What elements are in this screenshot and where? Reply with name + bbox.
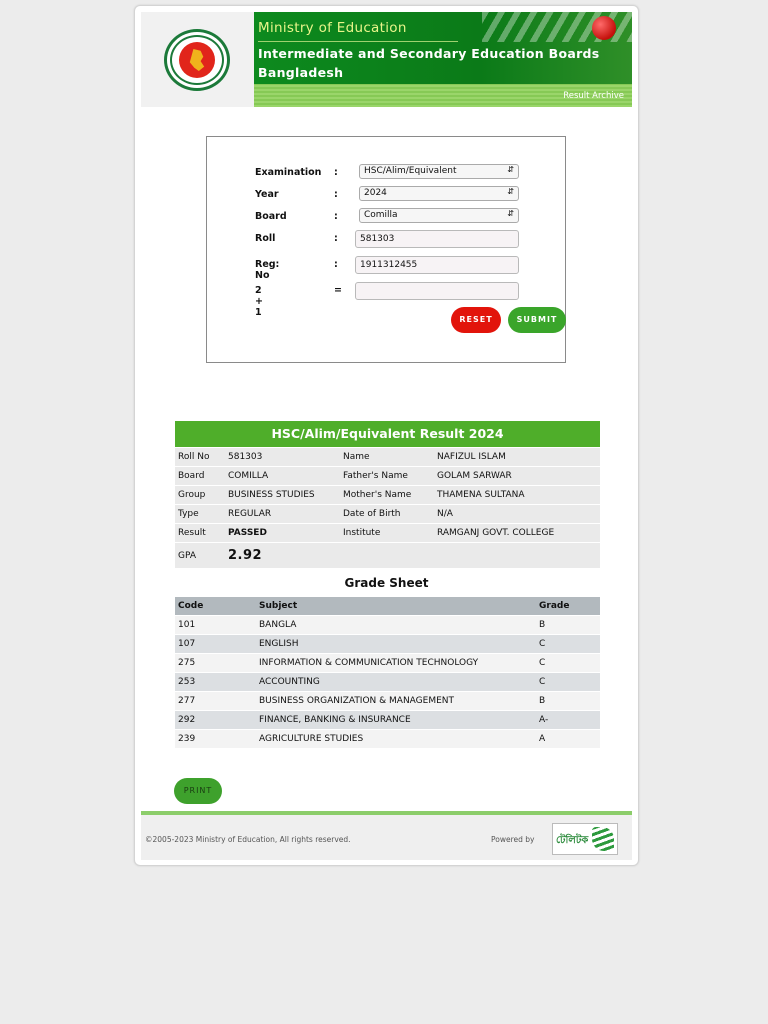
result-row xyxy=(175,448,600,466)
result-row xyxy=(175,486,600,504)
subject-code: 277 xyxy=(175,692,256,710)
page-container xyxy=(134,5,639,866)
title-divider xyxy=(258,41,458,42)
grade-sheet xyxy=(175,596,600,749)
reg-no-input[interactable]: 1911312455 xyxy=(355,256,519,274)
reset-button[interactable]: RESET xyxy=(451,307,501,333)
examination-label: Examination xyxy=(255,167,322,178)
grade-row xyxy=(175,730,600,748)
subject-grade: B xyxy=(536,616,600,634)
result-value: 581303 xyxy=(225,448,340,466)
separator: : xyxy=(334,189,338,200)
separator: : xyxy=(334,259,338,270)
result-value: RAMGANJ GOVT. COLLEGE xyxy=(434,524,600,542)
grade-sheet-header-row xyxy=(175,597,600,615)
board-value: Comilla xyxy=(364,210,398,220)
result-title: HSC/Alim/Equivalent Result 2024 xyxy=(175,421,600,447)
result-key: Institute xyxy=(340,524,434,542)
result-row xyxy=(175,467,600,485)
subject-code: 275 xyxy=(175,654,256,672)
chevron-updown-icon: ⇵ xyxy=(507,187,514,196)
powered-by-text: Powered by xyxy=(491,835,535,844)
result-row xyxy=(175,524,600,542)
footer xyxy=(141,815,632,860)
result-value: BUSINESS STUDIES xyxy=(225,486,340,504)
print-button[interactable]: PRINT xyxy=(174,778,222,804)
captcha-label: 2 + 1 xyxy=(255,285,263,318)
year-select[interactable] xyxy=(359,186,519,201)
subject-grade: C xyxy=(536,654,600,672)
grade-sheet-table xyxy=(175,596,600,749)
grade-row xyxy=(175,692,600,710)
grade-row xyxy=(175,711,600,729)
result-value: GOLAM SARWAR xyxy=(434,467,600,485)
form-buttons xyxy=(255,307,575,325)
subject-grade: C xyxy=(536,635,600,653)
result-value: N/A xyxy=(434,505,600,523)
subject-name: ENGLISH xyxy=(256,635,536,653)
subject-grade: A- xyxy=(536,711,600,729)
result-panel xyxy=(175,421,600,569)
header xyxy=(141,12,632,107)
result-value: REGULAR xyxy=(225,505,340,523)
chevron-updown-icon: ⇵ xyxy=(507,165,514,174)
result-key: Father's Name xyxy=(340,467,434,485)
result-key: Type xyxy=(175,505,225,523)
subject-code: 292 xyxy=(175,711,256,729)
result-key: Group xyxy=(175,486,225,504)
column-header-subject: Subject xyxy=(256,597,536,615)
subject-name: ACCOUNTING xyxy=(256,673,536,691)
page-inner xyxy=(141,12,632,860)
separator: : xyxy=(334,233,338,244)
board-select[interactable] xyxy=(359,208,519,223)
logo-panel xyxy=(141,12,254,107)
result-value: NAFIZUL ISLAM xyxy=(434,448,600,466)
result-value: PASSED xyxy=(225,524,340,542)
submit-button[interactable]: SUBMIT xyxy=(508,307,566,333)
result-archive-link[interactable]: Result Archive xyxy=(563,91,624,101)
result-value: COMILLA xyxy=(225,467,340,485)
year-label: Year xyxy=(255,189,279,200)
gpa-row xyxy=(175,543,600,568)
separator: : xyxy=(334,211,338,222)
result-key: Board xyxy=(175,467,225,485)
teletalk-leaf-icon xyxy=(592,827,614,851)
column-header-grade: Grade xyxy=(536,597,600,615)
chevron-updown-icon: ⇵ xyxy=(507,209,514,218)
reg-no-label: Reg: No xyxy=(255,259,280,281)
subject-code: 239 xyxy=(175,730,256,748)
grade-row xyxy=(175,673,600,691)
gpa-value-cell xyxy=(225,543,600,568)
grade-sheet-title: Grade Sheet xyxy=(344,576,429,590)
ministry-title: Ministry of Education xyxy=(258,20,407,36)
teletalk-logo-text: টেলিটক xyxy=(556,835,589,846)
title-banner xyxy=(254,12,632,84)
subject-code: 101 xyxy=(175,616,256,634)
result-key: Date of Birth xyxy=(340,505,434,523)
government-seal-logo xyxy=(164,29,230,91)
result-row xyxy=(175,505,600,523)
roll-label: Roll xyxy=(255,233,276,244)
result-key: Result xyxy=(175,524,225,542)
copyright-text: ©2005-2023 Ministry of Education, All rights reserved. xyxy=(145,835,351,844)
captcha-input[interactable] xyxy=(355,282,519,300)
subject-grade: A xyxy=(536,730,600,748)
gpa-label: GPA xyxy=(175,543,225,568)
boards-title-line2: Bangladesh xyxy=(258,65,344,80)
equals-sign: = xyxy=(334,285,342,296)
gpa-value: 2.92 xyxy=(228,548,263,563)
grade-row xyxy=(175,654,600,672)
grade-row xyxy=(175,635,600,653)
column-header-code: Code xyxy=(175,597,256,615)
boards-title-line1: Intermediate and Secondary Education Boards xyxy=(258,46,600,61)
sub-navbar xyxy=(254,84,632,107)
subject-grade: B xyxy=(536,692,600,710)
teletalk-logo[interactable] xyxy=(552,823,618,855)
subject-grade: C xyxy=(536,673,600,691)
result-key: Name xyxy=(340,448,434,466)
result-key: Mother's Name xyxy=(340,486,434,504)
subject-code: 107 xyxy=(175,635,256,653)
result-table xyxy=(175,447,600,569)
separator: : xyxy=(334,167,338,178)
cricket-ball-icon xyxy=(592,16,616,40)
result-value: THAMENA SULTANA xyxy=(434,486,600,504)
examination-value: HSC/Alim/Equivalent xyxy=(364,166,457,176)
grade-row xyxy=(175,616,600,634)
subject-name: BUSINESS ORGANIZATION & MANAGEMENT xyxy=(256,692,536,710)
roll-input[interactable]: 581303 xyxy=(355,230,519,248)
subject-name: FINANCE, BANKING & INSURANCE xyxy=(256,711,536,729)
subject-name: AGRICULTURE STUDIES xyxy=(256,730,536,748)
subject-code: 253 xyxy=(175,673,256,691)
year-value: 2024 xyxy=(364,188,387,198)
subject-name: BANGLA xyxy=(256,616,536,634)
examination-select[interactable] xyxy=(359,164,519,179)
search-form xyxy=(206,136,566,363)
result-key: Roll No xyxy=(175,448,225,466)
subject-name: INFORMATION & COMMUNICATION TECHNOLOGY xyxy=(256,654,536,672)
board-label: Board xyxy=(255,211,287,222)
